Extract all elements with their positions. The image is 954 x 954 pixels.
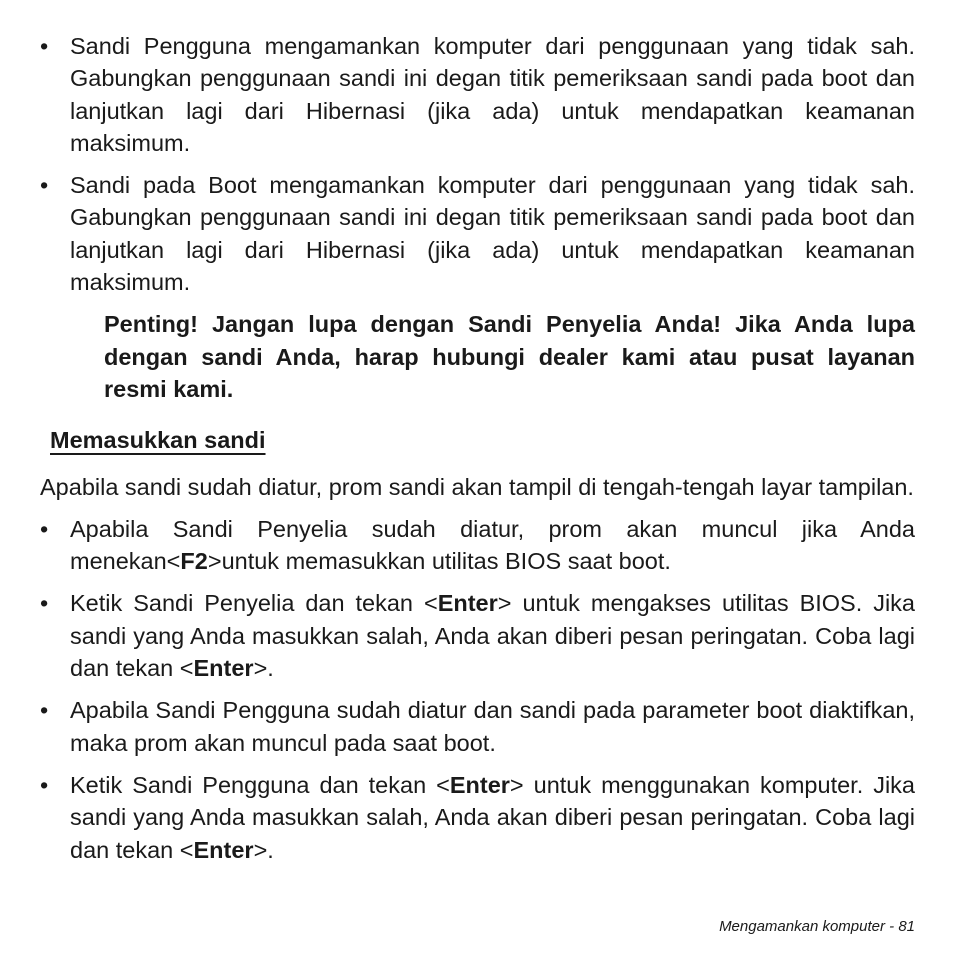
list-item-text [70,590,915,681]
text-fragment: >. [253,836,274,863]
key-name: Enter [449,771,510,798]
bullet-marker: • [40,33,49,59]
list-item [40,30,915,159]
list-item [40,587,915,684]
text-fragment: >. [253,655,274,682]
important-note: Penting! Jangan lupa dengan Sandi Penyelia Anda! Jika Anda lupa dengan sandi Anda, harap hubungi dealer kami atau pusat layanan resmi kami. [104,311,915,402]
key-name: F2 [180,548,208,575]
bullet-marker: • [40,771,49,798]
list-item-text: Sandi Pengguna mengamankan komputer dari penggunaan yang tidak sah. Gabungkan penggunaan sandi ini degan titik pemeriksaan sandi pada boot dan lanjutkan lagi dari Hibernasi (jika ada) untuk mendapatkan keamanan maksimum. [70,33,915,156]
section-heading: Memasukkan sandi [50,427,266,454]
list-item-text [70,516,915,574]
key-name: Enter [437,590,498,617]
text-fragment: Ketik Sandi Penyelia dan tekan < [70,590,438,617]
list-item-text: Apabila Sandi Pengguna sudah diatur dan sandi pada parameter boot diaktifkan, maka prom akan muncul pada saat boot. [70,697,915,756]
page-footer: Mengamankan komputer - 81 [719,918,915,935]
text-fragment: >untuk memasukkan utilitas BIOS saat boot. [207,548,671,575]
intro-paragraph: Apabila sandi sudah diatur, prom sandi akan tampil di tengah-tengah layar tampilan. [40,473,914,500]
bullet-marker: • [40,697,49,724]
bullet-marker: • [40,172,49,199]
text-fragment: > untuk menggunakan komputer. Jika sandi yang Anda masukkan salah, Anda akan diberi pesan peringatan. Coba lagi dan tekan < [70,771,915,863]
bullet-marker: • [40,590,49,617]
list-item [40,169,915,298]
text-fragment: > untuk mengakses utilitas BIOS. Jika sandi yang Anda masukkan salah, Anda akan diberi pesan peringatan. Coba lagi dan tekan < [70,590,915,682]
list-item [40,694,915,759]
document-page [40,30,915,876]
bullet-marker: • [40,515,49,542]
text-fragment: Apabila Sandi Penyelia sudah diatur, prom akan muncul jika Anda menekan< [70,515,915,575]
list-item-text [70,772,915,863]
key-name: Enter [193,836,254,863]
list-item-text: Sandi pada Boot mengamankan komputer dari penggunaan yang tidak sah. Gabungkan penggunaan sandi ini degan titik pemeriksaan sandi pada boot dan lanjutkan lagi dari Hibernasi (jika ada) untuk mendapatkan keamanan maksimum. [70,172,915,296]
list-item [40,769,915,866]
key-name: Enter [193,655,254,682]
text-fragment: Ketik Sandi Pengguna dan tekan < [70,771,450,798]
list-item [40,513,915,578]
